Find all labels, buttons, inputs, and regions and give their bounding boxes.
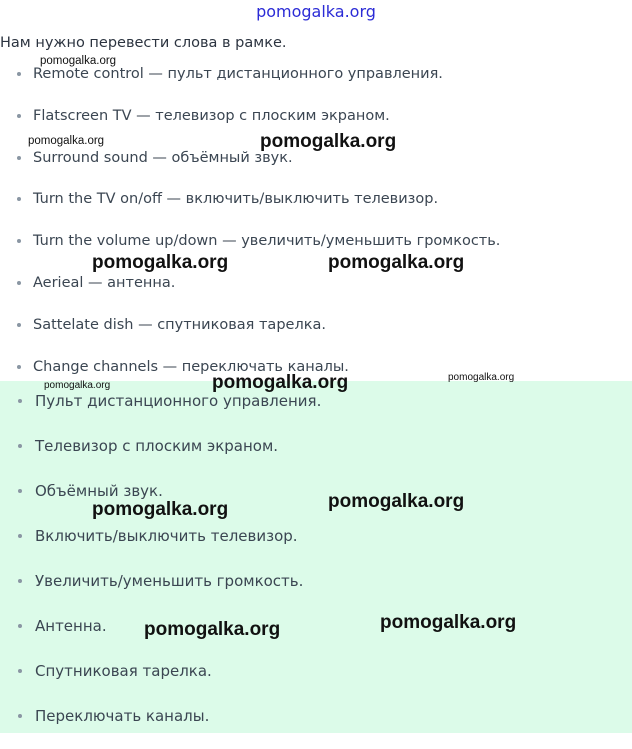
bullet-icon: [18, 444, 22, 448]
list-item-text: Aerieal — антенна.: [33, 274, 176, 291]
watermark: pomogalka.org: [40, 55, 117, 67]
watermark: pomogalka.org: [328, 491, 465, 512]
list-item-text: Turn the TV on/off — включить/выключить телевизор.: [33, 191, 439, 208]
bullet-icon: [18, 714, 22, 718]
watermark: pomogalka.org: [212, 372, 349, 393]
list-item-text: Remote control — пульт дистанционного управления.: [33, 66, 443, 82]
watermark: pomogalka.org: [92, 252, 229, 273]
bullet-icon: [18, 489, 22, 493]
bullet-icon: [17, 72, 21, 76]
list-item-text: Flatscreen TV — телевизор с плоским экраном.: [33, 107, 390, 124]
list-item: [0, 313, 500, 355]
list-item: [0, 62, 500, 104]
list-item: [0, 659, 321, 704]
watermark: pomogalka.org: [92, 499, 229, 520]
vocabulary-list: [0, 62, 500, 396]
bullet-icon: [17, 281, 21, 285]
bullet-icon: [18, 399, 22, 403]
watermark: pomogalka.org: [380, 612, 517, 633]
bullet-icon: [18, 579, 22, 583]
list-item: [0, 434, 321, 479]
bullet-icon: [18, 534, 22, 538]
list-item-text: Включить/выключить телевизор.: [35, 527, 298, 545]
watermark: pomogalka.org: [28, 135, 105, 147]
list-item: [0, 187, 500, 229]
list-item-text: Surround sound — объёмный звук.: [33, 149, 293, 166]
watermark: pomogalka.org: [144, 619, 281, 640]
list-item-text: Turn the volume up/down — увеличить/уменьшить громкость.: [33, 233, 501, 250]
bullet-icon: [17, 365, 21, 369]
translation-list: [0, 389, 321, 749]
bullet-icon: [17, 323, 21, 327]
list-item-text: Переключать каналы.: [35, 707, 210, 725]
list-item: [0, 146, 500, 188]
list-item-text: Антенна.: [35, 617, 107, 635]
watermark: pomogalka.org: [260, 131, 397, 152]
list-item-text: Change channels — переключать каналы.: [33, 358, 349, 375]
list-item-text: Sattelate dish — спутниковая тарелка.: [33, 316, 326, 333]
bullet-icon: [17, 239, 21, 243]
bullet-icon: [17, 114, 21, 118]
list-item: [0, 704, 321, 749]
list-item-text: Спутниковая тарелка.: [35, 662, 212, 680]
site-header[interactable]: pomogalka.org: [256, 2, 376, 21]
list-item: [0, 569, 321, 614]
list-item: [0, 271, 500, 313]
list-item: [0, 524, 321, 569]
list-item-text: Телевизор с плоским экраном.: [35, 437, 279, 455]
intro-text: Нам нужно перевести слова в рамке.: [0, 35, 287, 51]
list-item-text: Объёмный звук.: [35, 482, 163, 500]
list-item-text: Пульт дистанционного управления.: [35, 392, 322, 410]
watermark: pomogalka.org: [448, 372, 515, 383]
bullet-icon: [17, 156, 21, 160]
list-item: [0, 389, 321, 434]
watermark: pomogalka.org: [44, 380, 111, 391]
watermark: pomogalka.org: [328, 252, 465, 273]
list-item-text: Увеличить/уменьшить громкость.: [35, 572, 304, 590]
bullet-icon: [18, 669, 22, 673]
bullet-icon: [18, 624, 22, 628]
bullet-icon: [17, 197, 21, 201]
